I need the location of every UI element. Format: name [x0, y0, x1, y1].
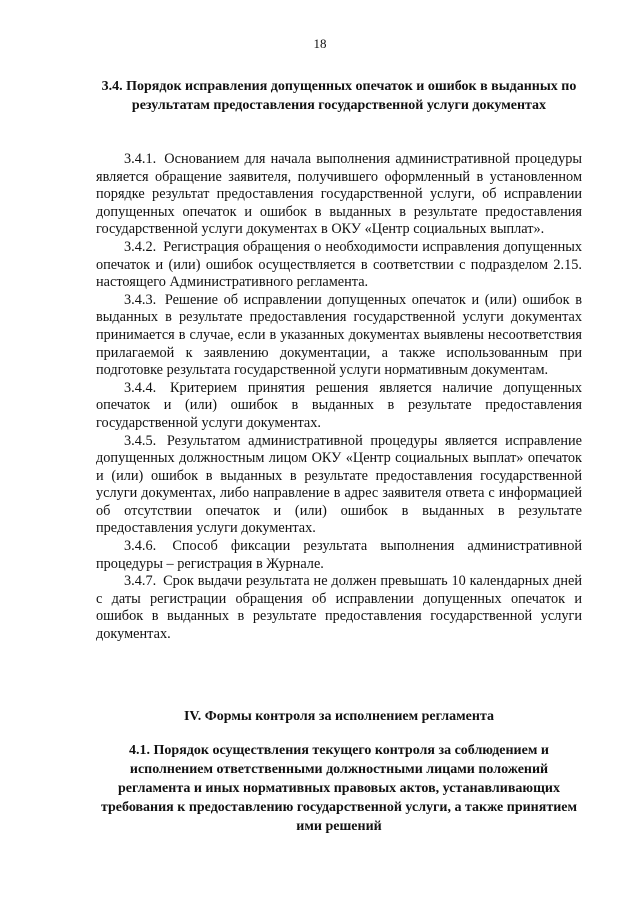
paragraph-number: 3.4.4. [124, 379, 157, 396]
paragraph-3-4-2 [96, 239, 582, 292]
paragraph-number: 3.4.6. [124, 538, 157, 555]
section-4-1-heading: 4.1. Порядок осуществления текущего контроля за соблюдением и исполнением ответственными должностными лицами положений регламента и иных нормативных правовых актов, устанавливающих требования к предоставлению государственной услуги, а также принятием ими решений [100, 743, 578, 834]
paragraph-3-4-5 [96, 433, 582, 539]
paragraph-3-4-1 [96, 151, 582, 239]
paragraph-number: 3.4.1. [124, 151, 157, 167]
paragraph-number: 3.4.7. [124, 573, 157, 590]
section-iv-heading: IV. Формы контроля за исполнением регламента [183, 709, 495, 724]
paragraph-number: 3.4.2. [124, 238, 157, 255]
paragraph-3-4-4 [96, 380, 582, 433]
paragraph-text: Срок выдачи результата не должен превышать 10 календарных дней с даты регистрации обращения об исправлении допущенных опечаток и ошибок в выданных в результате предоставления государственной услуги документах. [96, 573, 582, 643]
paragraph-text: Результатом административной процедуры является исправление допущенных должностным лицом ОКУ «Центр социальных выплат» опечаток и (или) ошибок в выданных в результате предоставления государственной услуги документах, либо направление в адрес заявителя ответа с информацией об отсутствии опечаток и (или) ошибок в выданных в результате предоставления услуги документах. [96, 432, 582, 537]
paragraph-text: Регистрация обращения о необходимости исправления допущенных опечаток и (или) ошибок осуществляется в соответствии с подразделом 2.15. настоящего Административного регламента. [96, 238, 582, 291]
paragraph-text: Решение об исправлении допущенных опечаток и (или) ошибок в выданных в результате предоставления государственной услуги документах принимается в случае, если в указанных документах выявлены несоответствия прилагаемой к заявлению документации, а также использованным при подготовке результата государственной услуги нормативным документам. [96, 291, 582, 379]
paragraph-3-4-3 [96, 292, 582, 380]
section-3-4-body [96, 151, 582, 644]
section-3-4-heading: 3.4. Порядок исправления допущенных опечаток и ошибок в выданных по результатам предоставления государственной услуги документах [101, 79, 577, 113]
paragraph-text: Основанием для начала выполнения административной процедуры является обращение заявителя, получившего оформленный в установленном порядке результат предоставления государственной услуги, об исправлении допущенных опечаток и ошибок в выданных в результате предоставления государственной услуги документах в ОКУ «Центр социальных выплат». [96, 151, 582, 238]
page-number: 18 [313, 36, 327, 51]
paragraph-number: 3.4.5. [124, 432, 157, 449]
paragraph-number: 3.4.3. [124, 291, 157, 308]
paragraph-3-4-7 [96, 573, 582, 643]
paragraph-text: Способ фиксации результата выполнения административной процедуры – регистрация в Журнале. [96, 538, 583, 572]
paragraph-text: Критерием принятия решения является наличие допущенных опечаток и (или) ошибок в выданных в результате предоставления государственной услуги документах. [96, 379, 582, 431]
paragraph-3-4-6 [96, 538, 582, 573]
